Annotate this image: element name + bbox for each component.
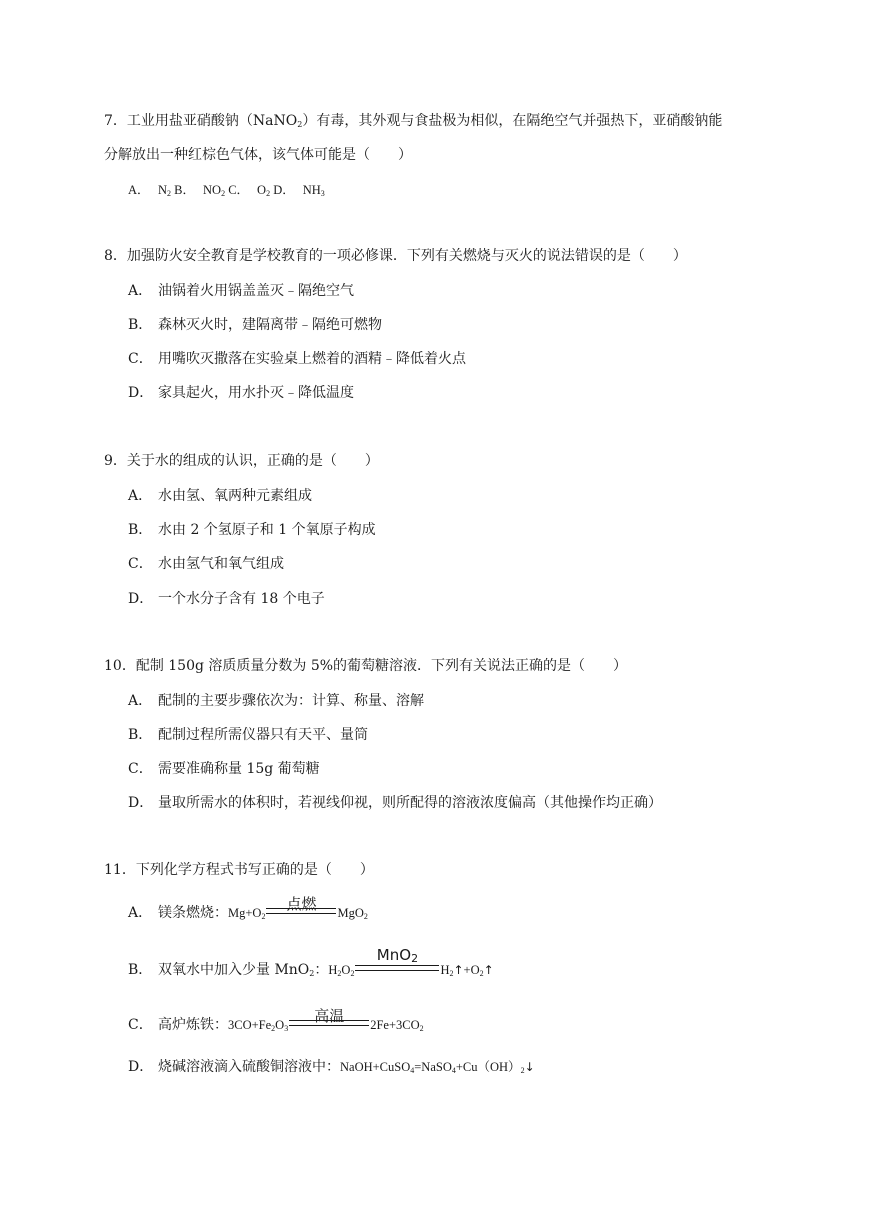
option-text: 水由 2 个氢原子和 1 个氧原子构成 xyxy=(158,522,376,538)
condition-text: 点燃 xyxy=(286,895,317,913)
question-11-option-a xyxy=(128,895,368,927)
equation-part: =NaSO xyxy=(414,1060,452,1074)
subscript: 2 xyxy=(266,189,271,198)
subscript: 3 xyxy=(320,189,325,198)
question-8-option-b xyxy=(128,315,382,335)
option-b-text: NO xyxy=(203,183,222,197)
option-letter: A． xyxy=(128,183,150,197)
option-letter: D． xyxy=(128,1059,154,1075)
product: +O xyxy=(463,963,480,977)
option-letter: A． xyxy=(128,693,153,709)
chemical-equation xyxy=(340,1060,535,1074)
reactants: O xyxy=(275,1018,285,1032)
option-text: 森林灭火时，建隔离带﹣隔绝可燃物 xyxy=(158,317,382,333)
reactant: O xyxy=(341,963,351,977)
option-letter: C． xyxy=(225,183,250,197)
condition-text xyxy=(355,947,439,967)
chemical-equation xyxy=(228,895,368,921)
equation-part: NaOH+CuSO xyxy=(340,1060,411,1074)
question-10-option-c xyxy=(128,759,320,779)
reaction-condition xyxy=(266,895,336,923)
question-8-option-d xyxy=(128,383,354,403)
option-label: 双氧水中加入少量 MnO xyxy=(158,962,310,978)
option-letter: D． xyxy=(128,591,154,607)
question-11-option-d xyxy=(128,1057,535,1081)
equation-part: +Cu（OH） xyxy=(455,1060,521,1074)
question-9-stem: 9．关于水的组成的认识，正确的是（ ） xyxy=(104,453,379,469)
option-text: 配制的主要步骤依次为：计算、称量、溶解 xyxy=(158,693,424,709)
subscript: 2 xyxy=(271,1024,276,1033)
subscript: 2 xyxy=(297,120,303,129)
option-letter: A． xyxy=(128,488,153,504)
option-letter: A． xyxy=(128,283,153,299)
subscript: 2 xyxy=(221,189,226,198)
option-label: 高炉炼铁： xyxy=(158,1017,228,1033)
option-label-tail: ： xyxy=(314,962,329,978)
question-7-text-part: ）有毒，其外观与食盐极为相似，在隔绝空气并强热下，亚硝酸钠能 xyxy=(302,113,723,129)
question-10-option-a xyxy=(128,691,424,711)
reactants: Mg+O xyxy=(228,906,262,920)
option-letter: D． xyxy=(128,795,154,811)
subscript: 2 xyxy=(411,952,419,965)
subscript: 2 xyxy=(350,969,355,978)
gas-arrow-icon: ↑ xyxy=(453,963,464,977)
option-letter: D． xyxy=(270,183,295,197)
question-9-option-c xyxy=(128,554,284,574)
reaction-condition xyxy=(355,946,439,980)
option-letter: A． xyxy=(128,905,153,921)
subscript: 4 xyxy=(451,1066,456,1075)
option-letter: B． xyxy=(128,522,153,538)
option-letter: C． xyxy=(128,556,153,572)
question-9-option-d xyxy=(128,589,325,609)
option-text: 一个水分子含有 18 个电子 xyxy=(158,591,325,607)
product: H xyxy=(440,963,450,977)
option-text: 量取所需水的体积时，若视线仰视，则所配得的溶液浓度偏高（其他操作均正确） xyxy=(158,795,662,811)
subscript: 2 xyxy=(419,1024,424,1033)
option-label: 镁条燃烧： xyxy=(158,905,228,921)
option-text: 用嘴吹灭撒落在实验桌上燃着的酒精﹣降低着火点 xyxy=(158,351,466,367)
option-text: 家具起火，用水扑灭﹣降低温度 xyxy=(158,385,354,401)
subscript: 2 xyxy=(520,1066,525,1075)
option-text: 水由氢、氧两种元素组成 xyxy=(158,488,312,504)
question-8-option-a xyxy=(128,281,354,301)
chemical-equation xyxy=(328,946,494,978)
subscript: 2 xyxy=(449,969,454,978)
subscript: 2 xyxy=(363,912,368,921)
option-letter: C． xyxy=(128,1017,153,1033)
question-7-line-1 xyxy=(104,111,722,135)
option-letter: C． xyxy=(128,761,153,777)
option-a-text: N xyxy=(158,183,168,197)
question-8-stem: 8．加强防火安全教育是学校教育的一项必修课．下列有关燃烧与灭火的说法错误的是（ ） xyxy=(104,248,687,264)
gas-arrow-icon: ↑ xyxy=(483,963,494,977)
products: 2Fe+3CO xyxy=(370,1018,420,1032)
chemical-equation xyxy=(228,1007,424,1033)
option-letter: B． xyxy=(128,727,153,743)
question-8-option-c xyxy=(128,349,466,369)
subscript: 2 xyxy=(479,969,484,978)
subscript: 2 xyxy=(309,969,315,978)
option-label: 烧碱溶液滴入硫酸铜溶液中： xyxy=(158,1059,340,1075)
option-letter: C． xyxy=(128,351,153,367)
subscript: 2 xyxy=(261,912,266,921)
question-7-text-part: 7．工业用盐亚硝酸钠（NaNO xyxy=(104,113,298,129)
question-7-line-2: 分解放出一种红棕色气体，该气体可能是（ ） xyxy=(104,147,412,163)
question-7-options xyxy=(128,180,325,204)
products: MgO xyxy=(337,906,364,920)
question-11-stem: 11．下列化学方程式书写正确的是（ ） xyxy=(104,862,374,878)
precipitate-arrow-icon: ↓ xyxy=(524,1060,535,1074)
question-9-option-b xyxy=(128,520,376,540)
option-c-text: O xyxy=(257,183,267,197)
question-11-option-c xyxy=(128,1007,424,1039)
option-letter: D． xyxy=(128,385,154,401)
option-text: 水由氢气和氧气组成 xyxy=(158,556,284,572)
question-9-option-a xyxy=(128,486,312,506)
question-11-option-b xyxy=(128,946,494,984)
reactants: 3CO+Fe xyxy=(228,1018,272,1032)
reactant: H xyxy=(328,963,338,977)
subscript: 2 xyxy=(167,189,172,198)
condition-text: 高温 xyxy=(314,1007,345,1025)
reaction-condition xyxy=(289,1007,369,1035)
question-10-stem: 10．配制 150g 溶质质量分数为 5%的葡萄糖溶液．下列有关说法正确的是（ ） xyxy=(104,658,628,674)
option-letter: B． xyxy=(128,962,153,978)
question-10-option-b xyxy=(128,725,368,745)
option-letter: B． xyxy=(128,317,153,333)
option-letter: B． xyxy=(171,183,195,197)
option-text: 配制过程所需仪器只有天平、量筒 xyxy=(158,727,368,743)
subscript: 3 xyxy=(284,1024,289,1033)
subscript: 4 xyxy=(410,1066,415,1075)
subscript: 2 xyxy=(337,969,342,978)
condition-catalyst: MnO xyxy=(376,946,412,964)
option-text: 需要准确称量 15g 葡萄糖 xyxy=(158,761,320,777)
option-d-text: NH xyxy=(302,183,321,197)
option-text: 油锅着火用锅盖盖灭﹣隔绝空气 xyxy=(158,283,354,299)
question-10-option-d xyxy=(128,793,662,813)
